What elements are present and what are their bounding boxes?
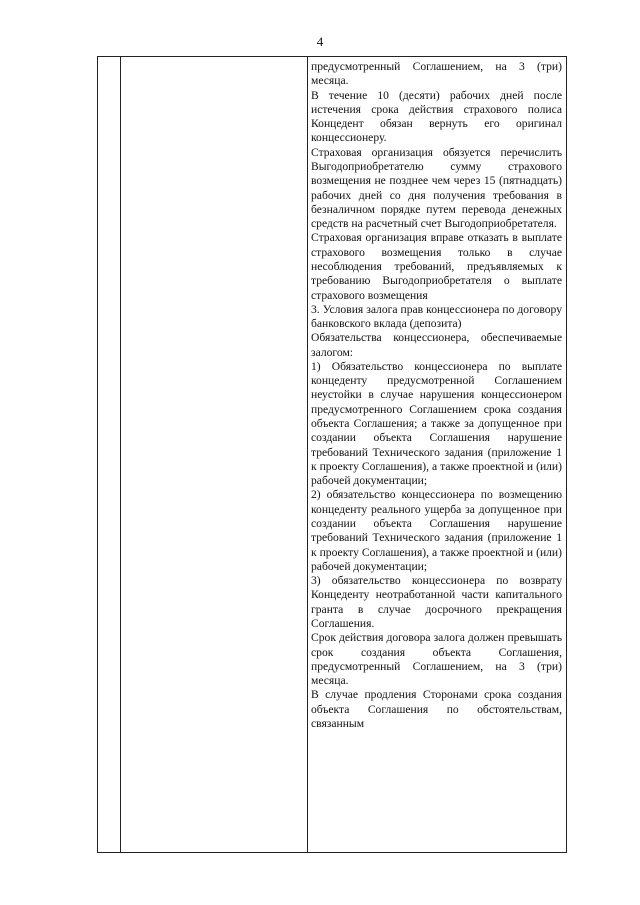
paragraph-policy-return: В течение 10 (десяти) рабочих дней после истечения срока действия страхового полиса Концедент обязан вернуть его оригинал концессионеру.: [311, 88, 562, 145]
paragraph-pledge-term: Срок действия договора залога должен превышать срок создания объекта Соглашения, предусмотренный Соглашением, на 3 (три) месяца.: [311, 631, 562, 688]
paragraph-secured-obligations: Обязательства концессионера, обеспечиваемые залогом:: [311, 331, 562, 359]
paragraph-insurer-payment: Страховая организация обязуется перечислить Выгодоприобретателю сумму страхового возмещения не позднее чем через 15 (пятнадцать) рабочих дней со дня получения требования в безналичном порядке путем перевода денежных средств на расчетный счет Выгодоприобретателя.: [311, 145, 562, 231]
paragraph-term-prolongation: В случае продления Сторонами срока создания объекта Соглашения по обстоятельствам, связанным: [311, 688, 562, 730]
list-item-obligation-1: 1) Обязательство концессионера по выплате концеденту предусмотренной Соглашением неустойки в случае нарушения концессионером предусмотренного Соглашением срока создания объекта Соглашения; а также за допущенное при создании объекта Соглашения нарушение требований Технического задания (приложение 1 к проекту Соглашения), а также проектной и (или) рабочей документации;: [311, 359, 562, 488]
list-item-obligation-2: 2) обязательство концессионера по возмещению концеденту реального ущерба за допущенное при создании объекта Соглашения нарушение требований Технического задания (приложение 1 к проекту Соглашения), а также проектной и (или) рабочей документации;: [311, 488, 562, 573]
list-item-obligation-3: 3) обязательство концессионера по возврату Концеденту неотработанной части капитального гранта в случае досрочного прекращения Соглашения.: [311, 574, 562, 630]
paragraph-term-extension: предусмотренный Соглашением, на 3 (три) месяца.: [311, 60, 562, 88]
table-column-conditions: [311, 60, 562, 731]
paragraph-insurer-refusal: Страховая организация вправе отказать в выплате страхового возмещения только в случае несоблюдения требований, предъявляемых к требованию Выгодоприобретателя о выплате страхового возмещения: [311, 231, 562, 302]
page-number: 4: [316, 34, 324, 49]
section-heading-pledge-conditions: 3. Условия залога прав концессионера по договору банковского вклада (депозита): [311, 302, 562, 331]
document-table: [97, 56, 567, 853]
table-column-name: [121, 57, 308, 852]
table-column-number: [98, 57, 121, 852]
